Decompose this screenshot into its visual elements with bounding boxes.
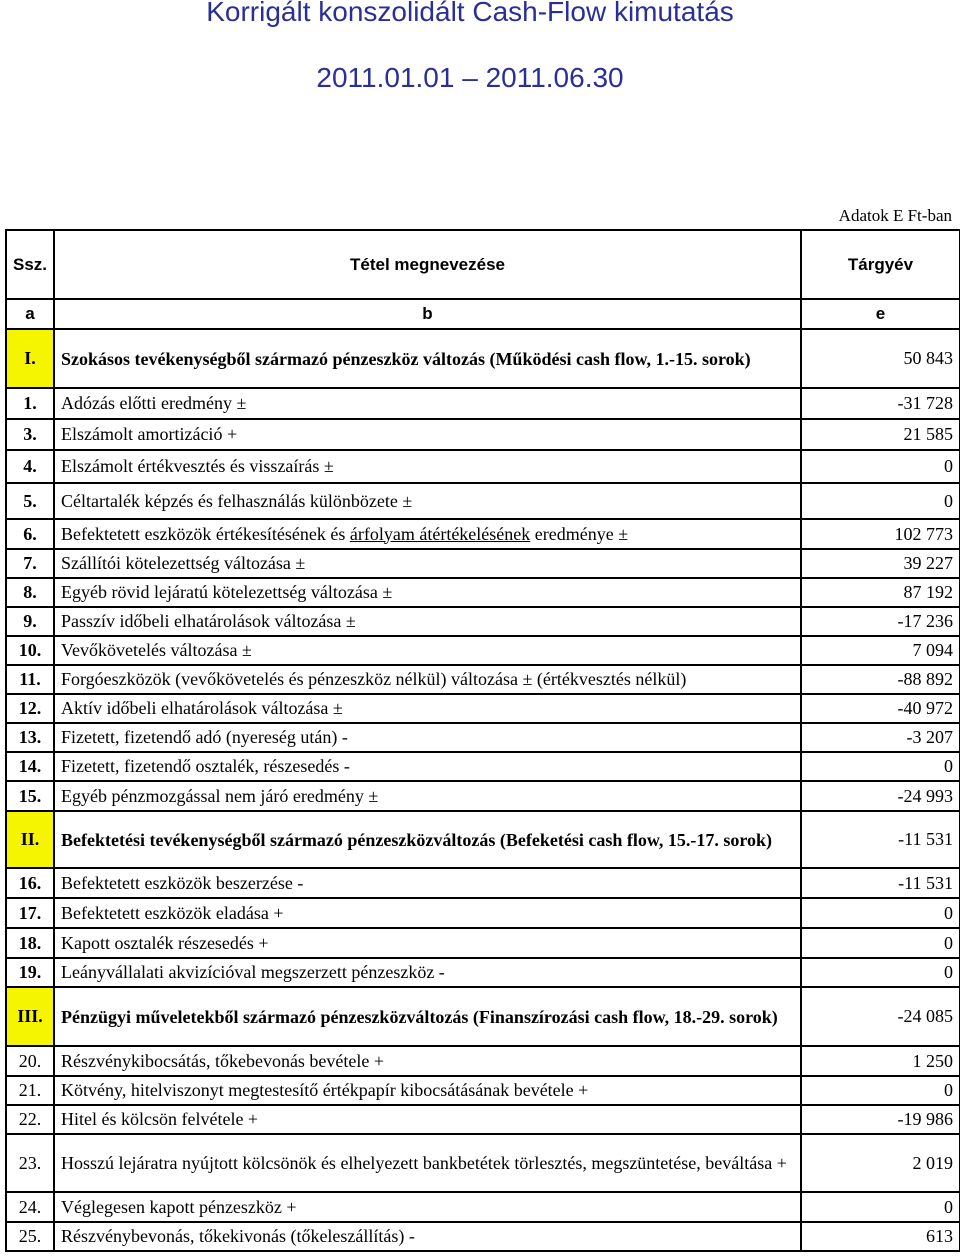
table-row	[6, 1105, 960, 1134]
row-name: Adózás előtti eredmény ±	[54, 388, 801, 419]
row-value: 21 585	[801, 419, 960, 450]
table-row	[6, 578, 960, 607]
row-value: -17 236	[801, 607, 960, 636]
row-ssz: 5.	[6, 483, 54, 519]
table-row	[6, 519, 960, 549]
table-row	[6, 483, 960, 519]
row-ssz: 12.	[6, 694, 54, 723]
table-row	[6, 1076, 960, 1105]
row-name: Befektetett eszközök beszerzése -	[54, 868, 801, 898]
table-row	[6, 752, 960, 781]
row-name	[54, 519, 801, 549]
table-row	[6, 928, 960, 958]
table-row	[6, 694, 960, 723]
row-name: Forgóeszközök (vevőkövetelés és pénzeszköz nélkül) változása ± (értékvesztés nélkül)	[54, 665, 801, 694]
page-title: Korrigált konszolidált Cash-Flow kimutatás	[206, 0, 734, 27]
table-row	[6, 636, 960, 665]
row-ssz: 25.	[6, 1222, 54, 1251]
row-name: Befektetett eszközök eladása +	[54, 898, 801, 928]
table-row	[6, 419, 960, 450]
row-ssz: 22.	[6, 1105, 54, 1134]
row-value: 0	[801, 898, 960, 928]
row-name: Leányvállalati akvizícióval megszerzett pénzeszköz -	[54, 958, 801, 987]
row-name-underlined-part: árfolyam átértékelésének	[349, 523, 531, 544]
row-name-part: eredménye ±	[530, 523, 629, 544]
table-row	[6, 958, 960, 987]
row-ssz: 20.	[6, 1046, 54, 1076]
row-value: 0	[801, 752, 960, 781]
row-name: Részvénykibocsátás, tőkebevonás bevétele +	[54, 1046, 801, 1076]
row-ssz: 15.	[6, 781, 54, 811]
row-ssz: 1.	[6, 388, 54, 419]
table-row	[6, 1046, 960, 1076]
table-row	[6, 549, 960, 578]
row-name: Véglegesen kapott pénzeszköz +	[54, 1192, 801, 1222]
row-value: 0	[801, 1076, 960, 1105]
row-ssz: 9.	[6, 607, 54, 636]
letter-ssz: a	[6, 299, 54, 329]
row-value: -11 531	[801, 811, 960, 868]
row-name: Szokásos tevékenységből származó pénzeszköz változás (Működési cash flow, 1.-15. sorok)	[54, 329, 801, 388]
row-name: Pénzügyi műveletekből származó pénzeszközváltozás (Finanszírozási cash flow, 18.-29. sorok)	[54, 987, 801, 1046]
row-ssz: 8.	[6, 578, 54, 607]
row-ssz: 4.	[6, 450, 54, 483]
row-ssz: 24.	[6, 1192, 54, 1222]
row-ssz: 13.	[6, 723, 54, 752]
row-name: Egyéb pénzmozgással nem járó eredmény ±	[54, 781, 801, 811]
table-header-row	[6, 230, 960, 299]
header-name: Tétel megnevezése	[54, 230, 801, 299]
row-name: Fizetett, fizetendő osztalék, részesedés -	[54, 752, 801, 781]
row-name: Hitel és kölcsön felvétele +	[54, 1105, 801, 1134]
row-value: -11 531	[801, 868, 960, 898]
cash-flow-table	[5, 229, 960, 1252]
row-value: -24 993	[801, 781, 960, 811]
row-value: -88 892	[801, 665, 960, 694]
row-value: -24 085	[801, 987, 960, 1046]
table-row	[6, 329, 960, 388]
row-name: Céltartalék képzés és felhasználás különbözete ±	[54, 483, 801, 519]
row-value: 0	[801, 1192, 960, 1222]
row-name: Hosszú lejáratra nyújtott kölcsönök és elhelyezett bankbetétek törlesztés, megszüntetése, beváltása +	[54, 1134, 801, 1192]
table-row	[6, 868, 960, 898]
row-value: -31 728	[801, 388, 960, 419]
row-name: Elszámolt amortizáció +	[54, 419, 801, 450]
row-ssz: 19.	[6, 958, 54, 987]
table-row	[6, 388, 960, 419]
row-ssz: 21.	[6, 1076, 54, 1105]
row-name: Kapott osztalék részesedés +	[54, 928, 801, 958]
header-ssz: Ssz.	[6, 230, 54, 299]
row-name: Kötvény, hitelviszonyt megtestesítő értékpapír kibocsátásának bevétele +	[54, 1076, 801, 1105]
row-value: 0	[801, 928, 960, 958]
row-value: 613	[801, 1222, 960, 1251]
column-letter-row	[6, 299, 960, 329]
row-name: Aktív időbeli elhatárolások változása ±	[54, 694, 801, 723]
row-name: Passzív időbeli elhatárolások változása ±	[54, 607, 801, 636]
unit-note: Adatok E Ft-ban	[838, 206, 952, 225]
row-ssz: II.	[6, 811, 54, 868]
row-name: Fizetett, fizetendő adó (nyereség után) -	[54, 723, 801, 752]
row-ssz: I.	[6, 329, 54, 388]
row-value: 0	[801, 450, 960, 483]
table-row	[6, 1134, 960, 1192]
row-value: 39 227	[801, 549, 960, 578]
table-row	[6, 987, 960, 1046]
row-value: 87 192	[801, 578, 960, 607]
row-name: Egyéb rövid lejáratú kötelezettség változása ±	[54, 578, 801, 607]
report-period: 2011.01.01 – 2011.06.30	[316, 62, 624, 93]
row-ssz: 10.	[6, 636, 54, 665]
row-ssz: 3.	[6, 419, 54, 450]
row-value: -40 972	[801, 694, 960, 723]
row-value: -19 986	[801, 1105, 960, 1134]
row-ssz: 18.	[6, 928, 54, 958]
row-ssz: 6.	[6, 519, 54, 549]
row-name: Elszámolt értékvesztés és visszaírás ±	[54, 450, 801, 483]
row-ssz: III.	[6, 987, 54, 1046]
row-name: Befektetési tevékenységből származó pénzeszközváltozás (Befeketési cash flow, 15.-17. sorok)	[54, 811, 801, 868]
row-name: Részvénybevonás, tőkekivonás (tőkeleszállítás) -	[54, 1222, 801, 1251]
row-ssz: 17.	[6, 898, 54, 928]
row-value: 102 773	[801, 519, 960, 549]
row-value: 2 019	[801, 1134, 960, 1192]
row-value: 7 094	[801, 636, 960, 665]
table-row	[6, 811, 960, 868]
row-ssz: 7.	[6, 549, 54, 578]
row-value: 1 250	[801, 1046, 960, 1076]
table-row	[6, 1222, 960, 1251]
row-value: 50 843	[801, 329, 960, 388]
row-ssz: 23.	[6, 1134, 54, 1192]
row-ssz: 16.	[6, 868, 54, 898]
row-ssz: 14.	[6, 752, 54, 781]
table-row	[6, 723, 960, 752]
table-row	[6, 450, 960, 483]
letter-value: e	[801, 299, 960, 329]
table-row	[6, 665, 960, 694]
row-ssz: 11.	[6, 665, 54, 694]
row-name: Vevőkövetelés változása ±	[54, 636, 801, 665]
row-value: 0	[801, 958, 960, 987]
header-value: Tárgyév	[801, 230, 960, 299]
letter-name: b	[54, 299, 801, 329]
row-name: Szállítói kötelezettség változása ±	[54, 549, 801, 578]
row-name-part: Befektetett eszközök értékesítésének és	[61, 523, 350, 544]
row-value: 0	[801, 483, 960, 519]
table-row	[6, 607, 960, 636]
table-row	[6, 898, 960, 928]
row-value: -3 207	[801, 723, 960, 752]
table-row	[6, 781, 960, 811]
table-row	[6, 1192, 960, 1222]
